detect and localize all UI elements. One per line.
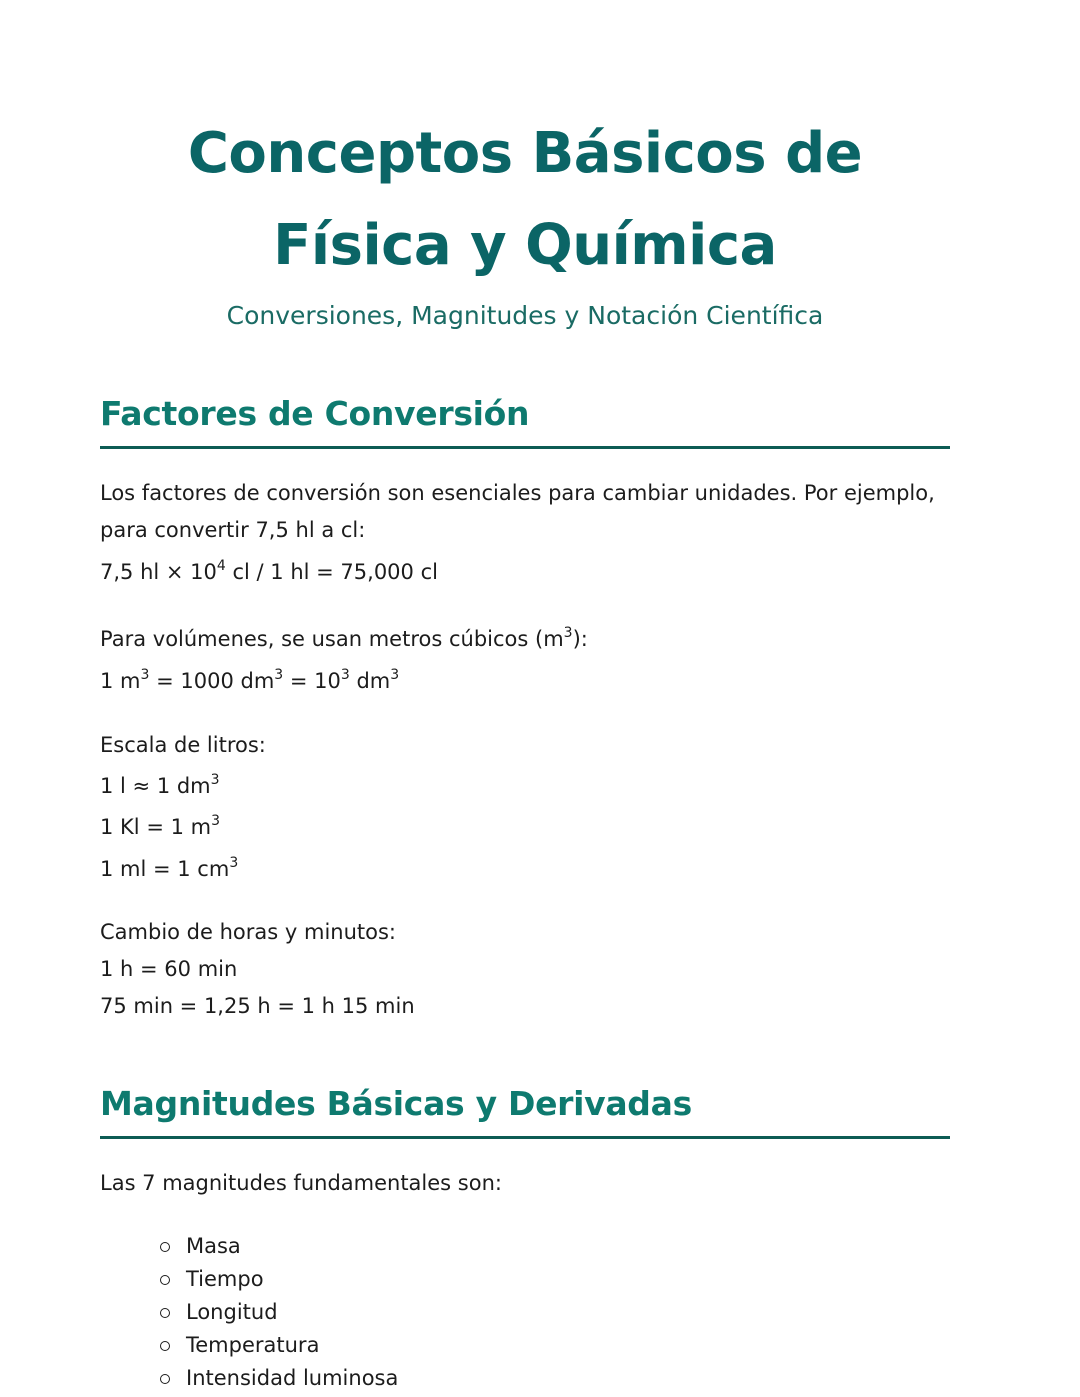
title-line-2: Física y Química	[273, 213, 777, 278]
title-line-1: Conceptos Básicos de	[187, 121, 863, 186]
section-heading-magnitudes: Magnitudes Básicas y Derivadas	[100, 1084, 692, 1123]
conversion-example: 7,5 hl × $10^4$ cl / 1 hl = 75,000 cl	[100, 558, 438, 584]
fundamental-magnitudes-list	[160, 1230, 398, 1395]
list-item: Masa	[160, 1230, 398, 1263]
list-item: Tiempo	[160, 1263, 398, 1296]
page-subtitle: Conversiones, Magnitudes y Notación Científica	[226, 301, 824, 330]
time-intro: Cambio de horas y minutos:	[100, 920, 396, 944]
conversion-intro-paragraph: Los factores de conversión son esenciales para cambiar unidades. Por ejemplo, para convertir 7,5 hl a cl:	[100, 481, 935, 542]
circle-bullet-icon	[160, 1242, 170, 1252]
section-heading-conversion: Factores de Conversión	[100, 394, 530, 433]
list-item: Intensidad luminosa	[160, 1362, 398, 1395]
section-divider	[100, 446, 950, 449]
liters-line: 1 l ≈ 1 $dm^3$	[100, 772, 220, 798]
circle-bullet-icon	[160, 1275, 170, 1285]
page-title	[0, 108, 1050, 292]
section-divider	[100, 1136, 950, 1139]
list-item: Temperatura	[160, 1329, 398, 1362]
volumes-equation: 1 $m^3 = 1000$ $dm^3 = 10^3$ $dm^3$	[100, 667, 400, 693]
circle-bullet-icon	[160, 1341, 170, 1351]
circle-bullet-icon	[160, 1308, 170, 1318]
liters-line: 1 ml = 1 $cm^3$	[100, 855, 239, 881]
magnitudes-intro: Las 7 magnitudes fundamentales son:	[100, 1171, 502, 1195]
liters-line: 1 Kl = 1 $m^3$	[100, 813, 221, 839]
volumes-intro: Para volúmenes, se usan metros cúbicos $(m^3)$:	[100, 625, 588, 651]
liters-intro: Escala de litros:	[100, 733, 266, 757]
time-line: 1 h = 60 min	[100, 957, 238, 981]
time-line: 75 min = 1,25 h = 1 h 15 min	[100, 994, 415, 1018]
list-item: Longitud	[160, 1296, 398, 1329]
circle-bullet-icon	[160, 1374, 170, 1384]
